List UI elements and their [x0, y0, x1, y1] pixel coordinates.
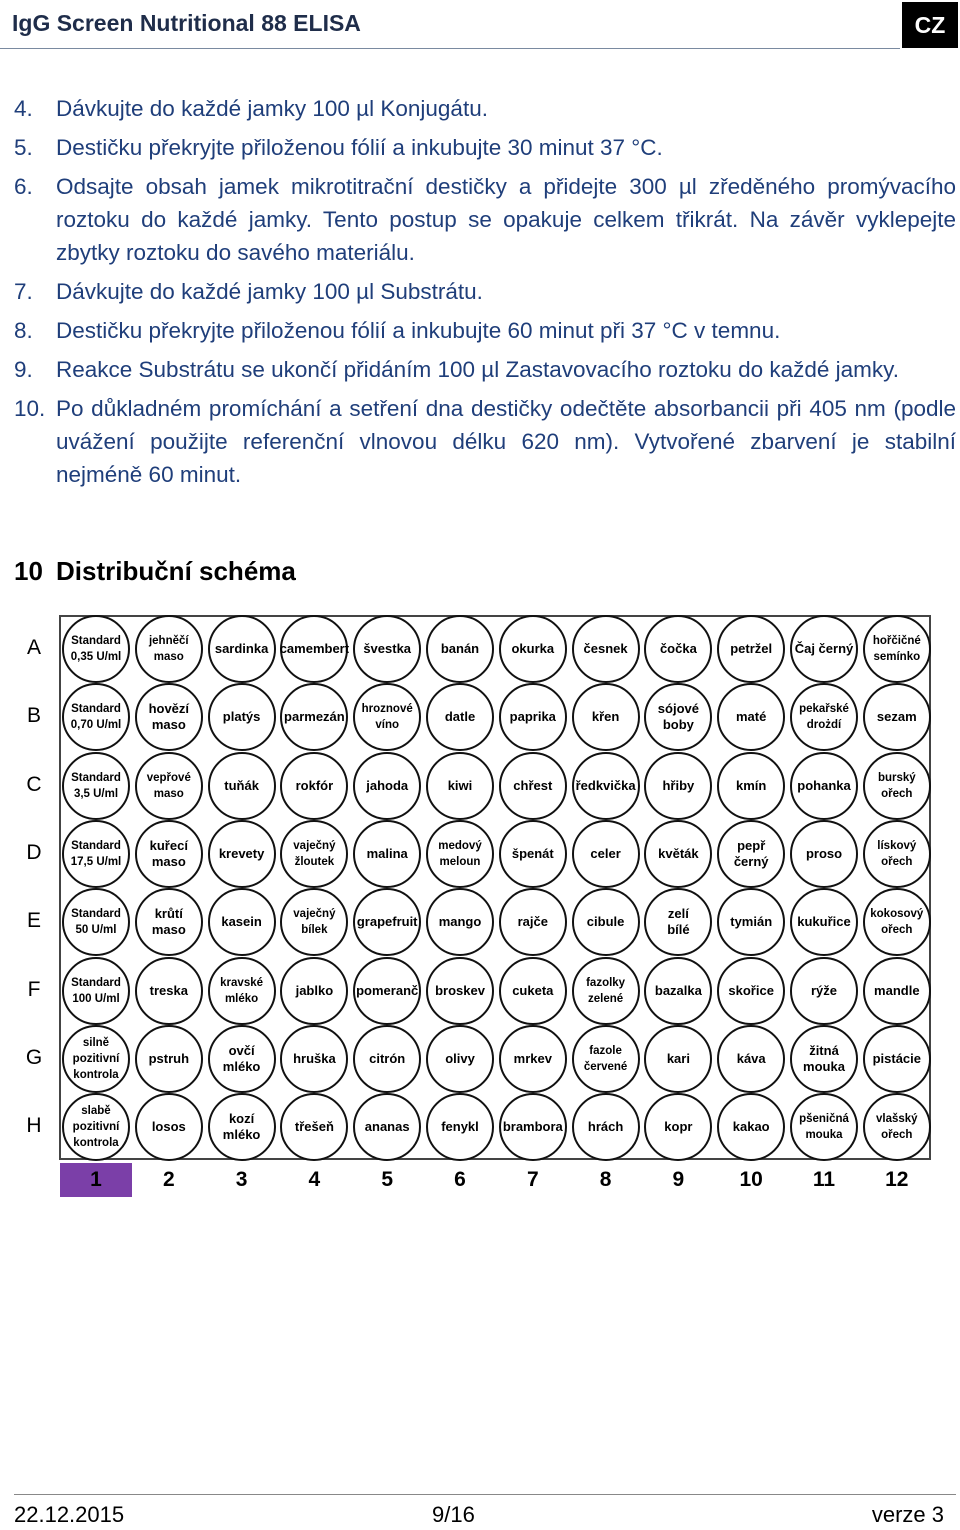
column-label-4: 4	[308, 1168, 321, 1191]
plate-well: žitná mouka	[790, 1025, 858, 1093]
language-badge: CZ	[902, 2, 958, 48]
plate-well: losos	[135, 1093, 203, 1161]
procedure-steps	[14, 92, 956, 491]
plate-well: ovčí mléko	[208, 1025, 276, 1093]
footer-divider	[14, 1494, 956, 1495]
plate-well: kasein	[208, 888, 276, 956]
plate-well: pstruh	[135, 1025, 203, 1093]
plate-well: brambora	[499, 1093, 567, 1161]
step-text: Odsajte obsah jamek mikrotitrační destičky a přidejte 300 µl zředěného promývacího roztoku do každé jamky. Tento postup se opakuje celkem třikrát. Na závěr vyklepejte zbytky roztoku do savého materiálu.	[56, 174, 956, 265]
step-text: Destičku překryjte přiloženou fólií a inkubujte 30 minut 37 °C.	[56, 135, 663, 160]
plate-well: sójové boby	[644, 683, 712, 751]
step-text: Destičku překryjte přiloženou fólií a inkubujte 60 minut při 37 °C v temnu.	[56, 318, 781, 343]
plate-well: tuňák	[208, 752, 276, 820]
column-label-8: 8	[599, 1168, 612, 1191]
plate-well: Standard 3,5 U/ml	[62, 752, 130, 820]
plate-well: rokfór	[280, 752, 348, 820]
plate-well: banán	[426, 615, 494, 683]
document-title: IgG Screen Nutritional 88 ELISA	[12, 10, 361, 36]
plate-well: camembert	[280, 615, 348, 683]
plate-well: vepřové maso	[135, 752, 203, 820]
plate-well: mandle	[863, 957, 931, 1025]
row-label-d: D	[26, 840, 42, 864]
plate-well: jahoda	[353, 752, 421, 820]
plate-well: fazolky zelené	[572, 957, 640, 1025]
plate-well: hroznové víno	[353, 683, 421, 751]
plate-well: fazole červené	[572, 1025, 640, 1093]
plate-well: burský ořech	[863, 752, 931, 820]
plate-well: hrách	[572, 1093, 640, 1161]
step-number: 8.	[14, 318, 33, 343]
procedure-step	[14, 314, 956, 347]
plate-well: petržel	[717, 615, 785, 683]
plate-well: fenykl	[426, 1093, 494, 1161]
plate-well: Standard 50 U/ml	[62, 888, 130, 956]
step-text: Dávkujte do každé jamky 100 µl Substrátu.	[56, 279, 483, 304]
distribution-plate	[0, 600, 960, 1200]
column-label-2: 2	[162, 1168, 175, 1191]
step-number: 9.	[14, 357, 33, 382]
plate-well: káva	[717, 1025, 785, 1093]
plate-well: chřest	[499, 752, 567, 820]
column-label-1: 1	[60, 1163, 132, 1197]
step-text: Po důkladném promíchání a setření dna destičky odečtěte absorbancii při 405 nm (podle uvážení použijte referenční vlnovou délku 620 nm). Vytvořené zbarvení je stabilní nejméně 60 minut.	[56, 396, 956, 487]
plate-well: maté	[717, 683, 785, 751]
plate-well: rýže	[790, 957, 858, 1025]
plate-well: kukuřice	[790, 888, 858, 956]
plate-well: hořčičné semínko	[863, 615, 931, 683]
plate-well: okurka	[499, 615, 567, 683]
plate-well: kiwi	[426, 752, 494, 820]
plate-well: cibule	[572, 888, 640, 956]
header-divider	[0, 48, 900, 49]
plate-well: broskev	[426, 957, 494, 1025]
footer-version: verze 3	[871, 1502, 944, 1527]
plate-well: Čaj černý	[790, 615, 858, 683]
column-label-5: 5	[381, 1168, 394, 1191]
plate-well: hovězí maso	[135, 683, 203, 751]
plate-well: tymián	[717, 888, 785, 956]
plate-well: silně pozitivní kontrola	[62, 1025, 130, 1093]
plate-well: cuketa	[499, 957, 567, 1025]
plate-well: kopr	[644, 1093, 712, 1161]
plate-well: špenát	[499, 820, 567, 888]
plate-well: kokosový ořech	[863, 888, 931, 956]
procedure-step	[14, 275, 956, 308]
plate-well: lískový ořech	[863, 820, 931, 888]
plate-well: vlašský ořech	[863, 1093, 931, 1161]
procedure-step	[14, 170, 956, 269]
plate-well: ředkvička	[572, 752, 640, 820]
plate-well: kmín	[717, 752, 785, 820]
procedure-step	[14, 392, 956, 491]
plate-well: citrón	[353, 1025, 421, 1093]
row-label-g: G	[25, 1045, 43, 1069]
plate-well: zelí bílé	[644, 888, 712, 956]
plate-well: pomeranč	[353, 957, 421, 1025]
plate-well: Standard 0,35 U/ml	[62, 615, 130, 683]
row-label-b: B	[26, 704, 41, 728]
plate-well: třešeň	[280, 1093, 348, 1161]
row-label-f: F	[27, 977, 41, 1001]
procedure-step	[14, 131, 956, 164]
plate-well: mango	[426, 888, 494, 956]
plate-well: Standard 0,70 U/ml	[62, 683, 130, 751]
step-text: Reakce Substrátu se ukončí přidáním 100 µl Zastavovacího roztoku do každé jamky.	[56, 357, 899, 382]
plate-well: krevety	[208, 820, 276, 888]
plate-well: skořice	[717, 957, 785, 1025]
plate-well: Standard 100 U/ml	[62, 957, 130, 1025]
plate-well: švestka	[353, 615, 421, 683]
plate-well: rajče	[499, 888, 567, 956]
plate-well: medový meloun	[426, 820, 494, 888]
plate-well: pepř černý	[717, 820, 785, 888]
plate-well: krůtí maso	[135, 888, 203, 956]
section-title: Distribuční schéma	[56, 556, 296, 586]
plate-well: pistácie	[863, 1025, 931, 1093]
plate-well: olivy	[426, 1025, 494, 1093]
plate-well: kakao	[717, 1093, 785, 1161]
plate-well: hřiby	[644, 752, 712, 820]
page-header	[0, 0, 960, 52]
plate-well: grapefruit	[353, 888, 421, 956]
plate-well: kari	[644, 1025, 712, 1093]
plate-well: treska	[135, 957, 203, 1025]
column-label-10: 10	[739, 1168, 763, 1191]
column-label-6: 6	[454, 1168, 466, 1191]
step-text: Dávkujte do každé jamky 100 µl Konjugátu.	[56, 96, 488, 121]
column-label-11: 11	[812, 1168, 836, 1191]
plate-well: jehněčí maso	[135, 615, 203, 683]
plate-well: vaječný bílek	[280, 888, 348, 956]
row-label-c: C	[26, 772, 42, 796]
plate-well: sardinka	[208, 615, 276, 683]
plate-well: sezam	[863, 683, 931, 751]
step-number: 7.	[14, 279, 33, 304]
plate-well: květák	[644, 820, 712, 888]
plate-well: česnek	[572, 615, 640, 683]
plate-well: pšeničná mouka	[790, 1093, 858, 1161]
section-heading	[14, 556, 296, 587]
column-label-9: 9	[672, 1168, 685, 1191]
row-label-a: A	[26, 636, 41, 659]
plate-well: kozí mléko	[208, 1093, 276, 1161]
plate-well: čočka	[644, 615, 712, 683]
plate-well: jablko	[280, 957, 348, 1025]
row-label-h: H	[26, 1114, 42, 1138]
plate-well: bazalka	[644, 957, 712, 1025]
procedure-step	[14, 353, 956, 386]
plate-well: kravské mléko	[208, 957, 276, 1025]
plate-well: celer	[572, 820, 640, 888]
plate-well: proso	[790, 820, 858, 888]
section-number: 10	[14, 556, 43, 586]
plate-well: parmezán	[280, 683, 348, 751]
plate-well: hruška	[280, 1025, 348, 1093]
plate-well: křen	[572, 683, 640, 751]
plate-well: vaječný žloutek	[280, 820, 348, 888]
plate-well: kuřecí maso	[135, 820, 203, 888]
column-label-12: 12	[885, 1168, 909, 1191]
step-number: 4.	[14, 96, 33, 121]
plate-well: Standard 17,5 U/ml	[62, 820, 130, 888]
procedure-step	[14, 92, 956, 125]
footer-page-number: 9/16	[432, 1502, 475, 1527]
plate-well: platýs	[208, 683, 276, 751]
plate-well: mrkev	[499, 1025, 567, 1093]
column-label-7: 7	[526, 1168, 539, 1191]
plate-well: paprika	[499, 683, 567, 751]
plate-well: pekařské drożdí	[790, 683, 858, 751]
plate-well: malina	[353, 820, 421, 888]
plate-well: datle	[426, 683, 494, 751]
step-number: 5.	[14, 135, 33, 160]
plate-well: ananas	[353, 1093, 421, 1161]
plate-well: slabě pozitivní kontrola	[62, 1093, 130, 1161]
plate-well: pohanka	[790, 752, 858, 820]
row-label-e: E	[26, 909, 41, 933]
step-number: 6.	[14, 174, 33, 199]
step-number: 10.	[14, 396, 46, 421]
column-label-3: 3	[235, 1168, 248, 1191]
footer-date: 22.12.2015	[14, 1502, 125, 1527]
